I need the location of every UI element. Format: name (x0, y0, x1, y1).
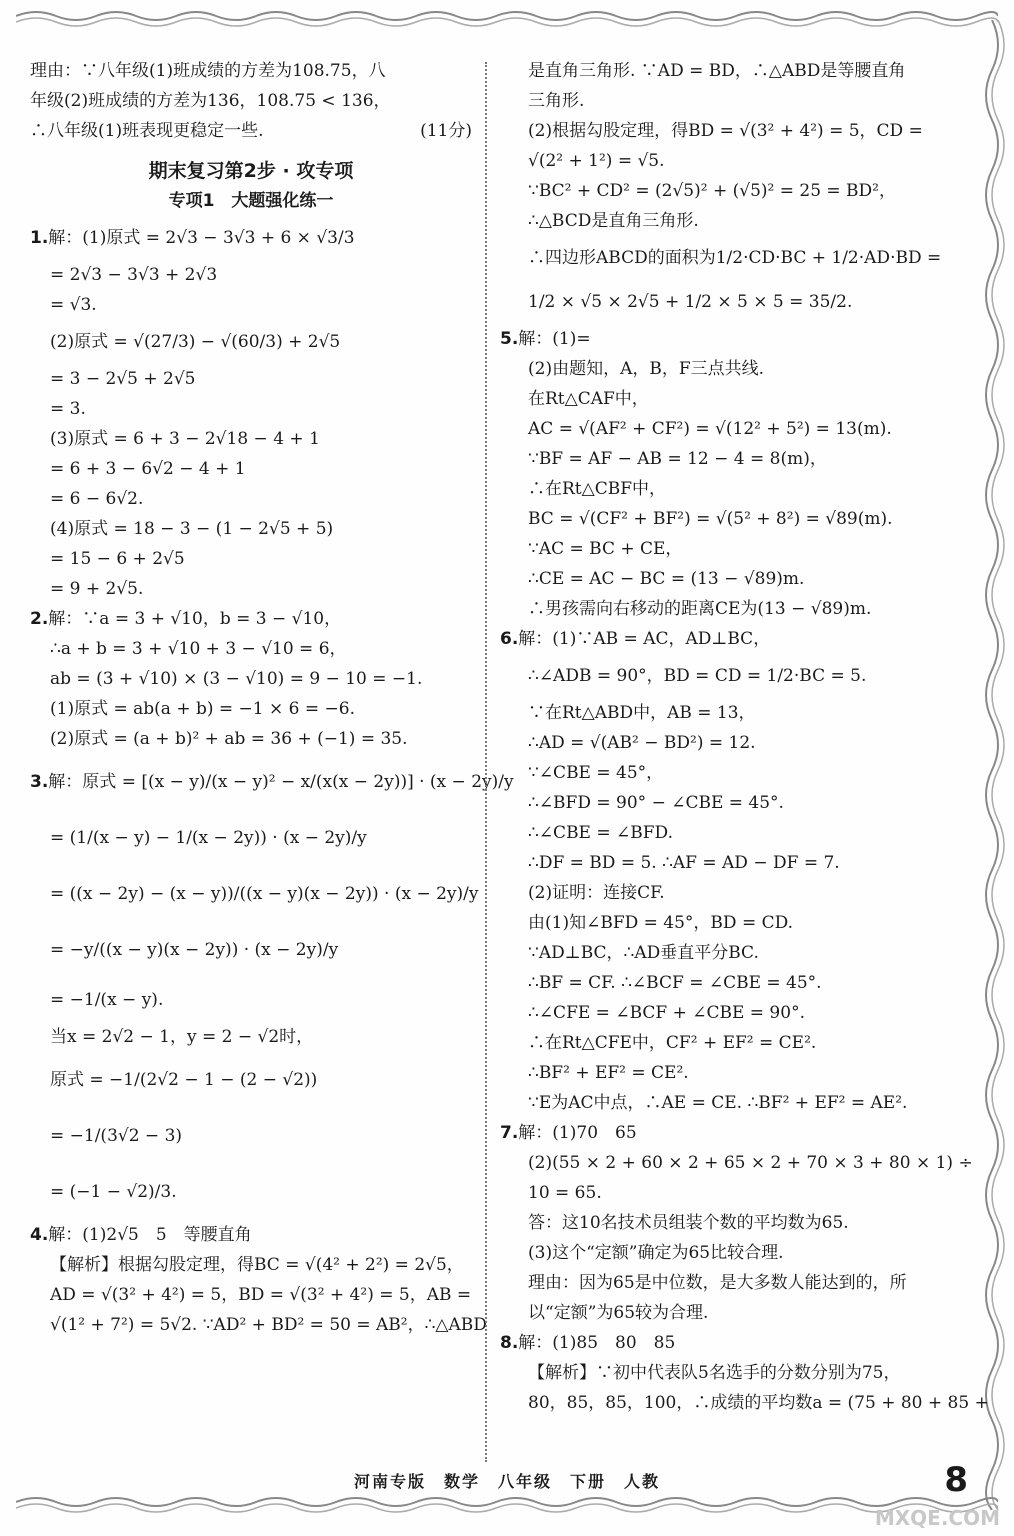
line-text: 以“定额”为65较为合理. (528, 1303, 709, 1323)
text-line (500, 176, 950, 206)
text-line (500, 236, 950, 280)
line-text: ∴BF² + EF² = CE². (528, 1063, 689, 1083)
text-line (30, 1280, 472, 1310)
question-number: 3. (30, 772, 49, 792)
text-line (30, 724, 472, 754)
text-line (30, 1310, 487, 1340)
question-number: 8. (500, 1333, 519, 1353)
line-text: = (−1 − √2)/3. (50, 1182, 177, 1202)
line-text: ∴在Rt△CFE中，CF² + EF² = CE². (528, 1033, 817, 1053)
line-text: = 2√3 − 3√3 + 2√3 (50, 265, 218, 285)
text-line (500, 848, 950, 878)
text-line (500, 1388, 989, 1418)
text-line (500, 1358, 950, 1388)
text-line (30, 810, 472, 866)
page-number: 8 (944, 1460, 968, 1500)
line-text: = 9 + 2√5. (50, 579, 144, 599)
text-line (30, 394, 472, 424)
line-text: 【解析】根据勾股定理，得BC = √(4² + 2²) = 2√5， (50, 1255, 464, 1275)
text-line (500, 534, 950, 564)
line-text: ∴DF = BD = 5. ∴AF = AD − DF = 7. (528, 853, 840, 873)
bottom-wavy-border (16, 1494, 998, 1518)
line-text: 答：这10名技术员组装个数的平均数为65. (528, 1213, 849, 1233)
text-line (500, 788, 950, 818)
line-text: = −1/(x − y). (50, 990, 164, 1010)
line-text: = 15 − 6 + 2√5 (50, 549, 185, 569)
text-line (30, 634, 472, 664)
line-text: ∵在Rt△ABD中，AB = 13， (528, 703, 756, 723)
score-label: (11分) (420, 121, 472, 141)
text-line (30, 56, 472, 86)
text-line (30, 1250, 472, 1280)
text-line (30, 1220, 472, 1250)
text-line (500, 818, 950, 848)
line-text: ∴CE = AC − BC = (13 − √89)m. (528, 569, 805, 589)
line-text: 期末复习第2步 · 攻专项 (148, 160, 354, 182)
line-text: BC = √(CF² + BF²) = √(5² + 8²) = √89(m). (528, 509, 893, 529)
line-text: (2)原式 = (a + b)² + ab = 36 + (−1) = 35. (50, 729, 408, 749)
text-line (500, 116, 950, 146)
text-line (30, 364, 472, 394)
line-text: 【解析】∵初中代表队5名选手的分数分别为75， (528, 1363, 901, 1383)
page-footer: 河南专版 数学 八年级 下册 人教 (353, 1472, 660, 1491)
text-line (30, 454, 472, 484)
text-line (30, 116, 472, 146)
line-text: (2)由题知，A，B，F三点共线. (528, 359, 765, 379)
question-number: 4. (30, 1225, 49, 1245)
line-text: 解：∵a = 3 + √10，b = 3 − √10， (48, 609, 342, 629)
line-text: ∵AD⊥BC，∴AD垂直平分BC. (528, 943, 759, 963)
line-text: AC = √(AF² + CF²) = √(12² + 5²) = 13(m). (528, 419, 892, 439)
text-line (500, 474, 950, 504)
line-text: AD = √(3² + 4²) = 5，BD = √(3² + 4²) = 5，AB = (50, 1285, 472, 1305)
section-heading (30, 186, 472, 216)
text-line (500, 86, 950, 116)
line-text: ∴∠CFE = ∠BCF + ∠CBE = 90°. (528, 1003, 805, 1023)
text-line (500, 1238, 950, 1268)
column-divider (485, 62, 487, 1462)
text-line (30, 574, 472, 604)
text-line (500, 1058, 950, 1088)
line-text: 解：原式 = [(x − y)/(x − y)² − x/(x(x − 2y))] · (x − 2y)/y (48, 772, 514, 792)
line-text: √(1² + 7²) = 5√2. ∵AD² + BD² = 50 = AB²，∴△ABD (50, 1315, 487, 1335)
text-line (500, 878, 950, 908)
text-line (30, 694, 472, 724)
line-text: = −1/(3√2 − 3) (50, 1126, 183, 1146)
line-text: (3)原式 = 6 + 3 − 2√18 − 4 + 1 (50, 429, 320, 449)
line-text: ∴a + b = 3 + √10 + 3 − √10 = 6， (50, 639, 347, 659)
text-line (500, 384, 950, 414)
line-text: (2)根据勾股定理，得BD = √(3² + 4²) = 5，CD = (528, 121, 923, 141)
text-line (500, 594, 950, 624)
text-line (30, 544, 472, 574)
text-line (500, 414, 950, 444)
line-text: 解：(1)85 80 85 (518, 1333, 676, 1353)
text-line (30, 424, 472, 454)
line-text: ∵E为AC中点，∴AE = CE. ∴BF² + EF² = AE². (528, 1093, 908, 1113)
text-line (500, 998, 950, 1028)
line-text: = 6 − 6√2. (50, 489, 144, 509)
text-line (500, 1298, 950, 1328)
text-line (500, 444, 950, 474)
text-line (30, 484, 472, 514)
line-text: 由(1)知∠BFD = 45°，BD = CD. (528, 913, 794, 933)
line-text: 解：(1)2√5 5 等腰直角 (48, 1225, 252, 1245)
line-text: (4)原式 = 18 − 3 − (1 − 2√5 + 5) (50, 519, 334, 539)
text-line (500, 758, 950, 788)
text-line (500, 698, 950, 728)
line-text: ∵BC² + CD² = (2√5)² + (√5)² = 25 = BD²， (528, 181, 896, 201)
text-line (500, 1208, 950, 1238)
right-wavy-border (974, 20, 1010, 1510)
text-line (500, 504, 950, 534)
line-text: = 3. (50, 399, 86, 419)
line-text: 专项1 大题强化练一 (168, 191, 334, 211)
line-text: = (1/(x − y) − 1/(x − 2y)) · (x − 2y)/y (50, 828, 367, 848)
line-text: 解：(1)70 65 (518, 1123, 637, 1143)
text-line (500, 1118, 950, 1148)
top-wavy-border (16, 6, 998, 30)
line-text: = 6 + 3 − 6√2 − 4 + 1 (50, 459, 246, 479)
line-text: = 3 − 2√5 + 2√5 (50, 369, 196, 389)
line-text: ∵AC = BC + CE， (528, 539, 683, 559)
question-number: 7. (500, 1123, 519, 1143)
line-text: √(2² + 1²) = √5. (528, 151, 665, 171)
text-line (30, 922, 472, 978)
watermark: MXQE.COM (874, 1506, 1000, 1530)
text-line (500, 654, 950, 698)
text-line (500, 206, 950, 236)
line-text: 在Rt△CAF中， (528, 389, 649, 409)
text-line (500, 908, 950, 938)
text-line (500, 968, 950, 998)
line-text: 解：(1)= (518, 329, 591, 349)
line-text: 10 = 65. (528, 1183, 602, 1203)
line-text: (2)证明：连接CF. (528, 883, 665, 903)
line-text: ∴八年级(1)班表现更稳定一些. (30, 121, 264, 141)
line-text: 理由：∵八年级(1)班成绩的方差为108.75，八 (30, 61, 386, 81)
text-line (500, 1028, 950, 1058)
text-line (30, 1108, 472, 1164)
text-line (500, 354, 950, 384)
line-text: 理由：因为65是中位数，是大多数人能达到的，所 (528, 1273, 907, 1293)
line-text: (2)原式 = √(27/3) − √(60/3) + 2√5 (50, 332, 341, 352)
line-text: ∴BF = CF. ∴∠BCF = ∠CBE = 45°. (528, 973, 822, 993)
line-text: 三角形. (528, 91, 585, 111)
line-text: (2)(55 × 2 + 60 × 2 + 65 × 2 + 70 × 3 + 80 × 1) ÷ (528, 1153, 973, 1173)
line-text: ∴∠CBE = ∠BFD. (528, 823, 673, 843)
line-text: 年级(2)班成绩的方差为136，108.75 < 136， (30, 91, 391, 111)
text-line (500, 280, 950, 324)
line-text: 解：(1)原式 = 2√3 − 3√3 + 6 × √3/3 (48, 228, 355, 248)
text-line (30, 1052, 472, 1108)
text-line (500, 146, 950, 176)
question-number: 5. (500, 329, 519, 349)
line-text: ∴四边形ABCD的面积为1/2·CD·BC + 1/2·AD·BD = (528, 248, 942, 268)
text-line (30, 1022, 472, 1052)
line-text: (1)原式 = ab(a + b) = −1 × 6 = −6. (50, 699, 355, 719)
text-line (500, 564, 950, 594)
text-line (500, 728, 950, 758)
text-line (30, 664, 472, 694)
text-line (500, 938, 950, 968)
line-text: 是直角三角形. ∵AD = BD，∴△ABD是等腰直角 (528, 61, 906, 81)
right-column (500, 56, 989, 1418)
line-text: ∴∠BFD = 90° − ∠CBE = 45°. (528, 793, 784, 813)
section-heading (30, 156, 472, 186)
line-text: ∵∠CBE = 45°， (528, 763, 664, 783)
question-number: 1. (30, 228, 49, 248)
text-line (30, 604, 472, 634)
line-text: 1/2 × √5 × 2√5 + 1/2 × 5 × 5 = 35/2. (528, 292, 853, 312)
line-text: (3)这个“定额”确定为65比较合理. (528, 1243, 784, 1263)
question-number: 6. (500, 629, 519, 649)
text-line (30, 86, 472, 116)
text-line (30, 754, 514, 810)
question-number: 2. (30, 609, 49, 629)
text-line (30, 978, 472, 1022)
text-line (500, 1178, 950, 1208)
text-line (30, 514, 472, 544)
text-line (30, 320, 472, 364)
text-line (30, 1164, 472, 1220)
line-text: ∴∠ADB = 90°，BD = CD = 1/2·BC = 5. (528, 666, 867, 686)
text-line (500, 324, 950, 354)
text-line (500, 1148, 973, 1178)
line-text: 解：(1)∵AB = AC，AD⊥BC， (518, 629, 771, 649)
text-line (30, 290, 472, 320)
line-text: = −y/((x − y)(x − 2y)) · (x − 2y)/y (50, 940, 339, 960)
text-line (500, 1268, 950, 1298)
line-text: ∴男孩需向右移动的距离CE为(13 − √89)m. (528, 599, 872, 619)
line-text: = √3. (50, 295, 97, 315)
line-text: ∴在Rt△CBF中， (528, 479, 667, 499)
line-text: ∴AD = √(AB² − BD²) = 12. (528, 733, 756, 753)
line-text: ∴△BCD是直角三角形. (528, 211, 699, 231)
text-line (500, 1328, 950, 1358)
line-text: 原式 = −1/(2√2 − 1 − (2 − √2)) (50, 1070, 318, 1090)
line-text: 当x = 2√2 − 1，y = 2 − √2时， (50, 1027, 314, 1047)
line-text: ∵BF = AF − AB = 12 − 4 = 8(m)， (528, 449, 827, 469)
text-line (30, 866, 479, 922)
line-text: = ((x − 2y) − (x − y))/((x − y)(x − 2y)) · (x − 2y)/y (50, 884, 479, 904)
text-line (30, 216, 472, 260)
text-line (500, 1088, 950, 1118)
text-line (500, 624, 950, 654)
left-column (30, 56, 514, 1340)
line-text: 80，85，85，100，∴成绩的平均数a = (75 + 80 + 85 + (528, 1393, 989, 1413)
text-line (500, 56, 950, 86)
text-line (30, 260, 472, 290)
line-text: ab = (3 + √10) × (3 − √10) = 9 − 10 = −1. (50, 669, 423, 689)
